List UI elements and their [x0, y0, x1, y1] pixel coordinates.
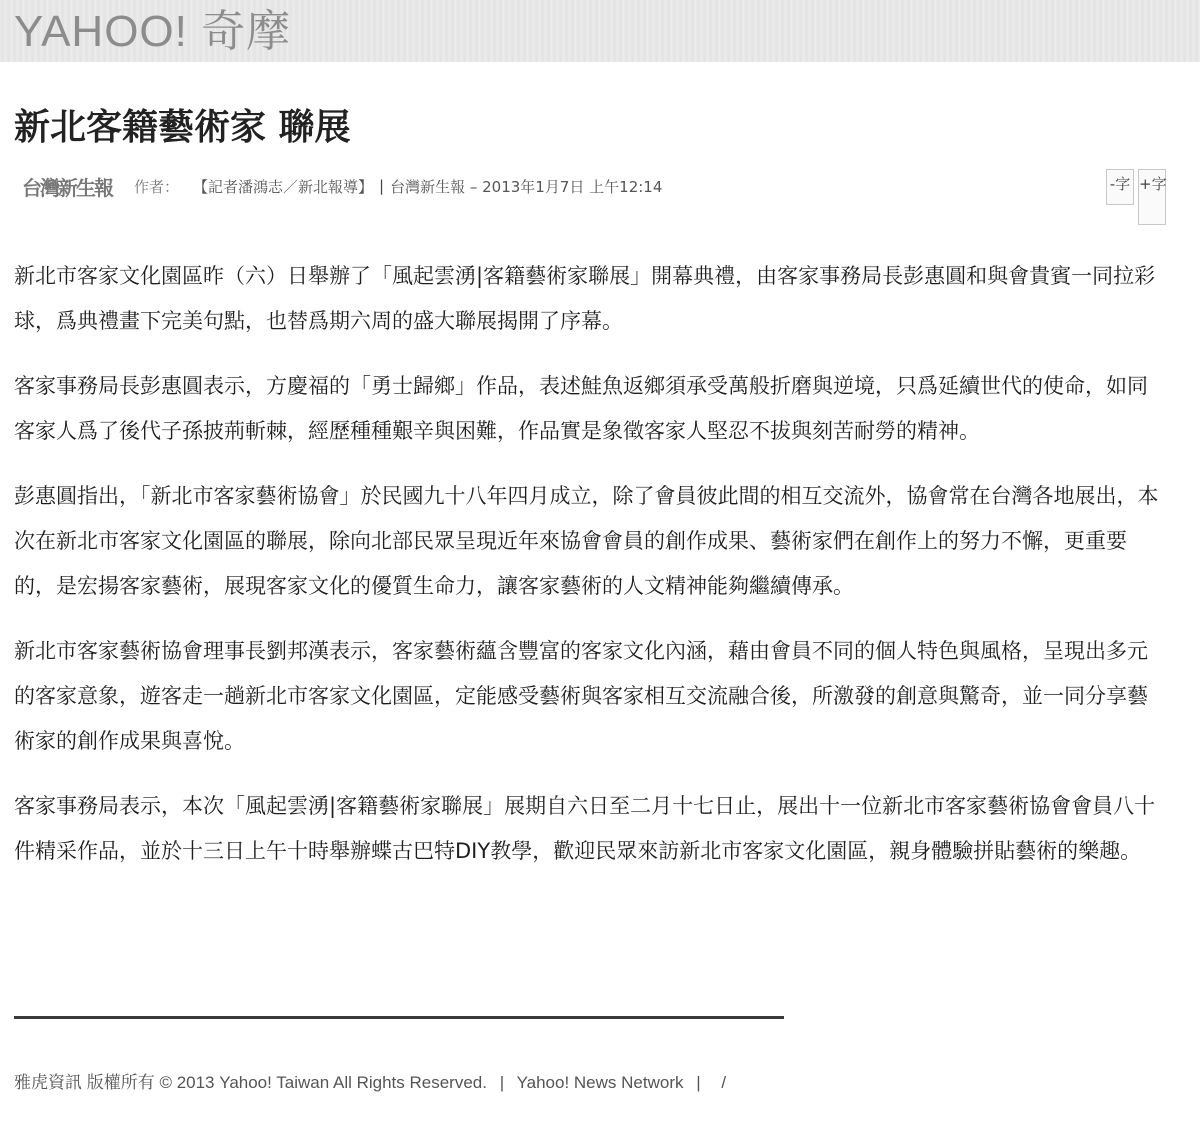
author-label: 作者：: [134, 177, 180, 196]
copyright-text: 雅虎資訊 版權所有 © 2013 Yahoo! Taiwan All Rights Reserved.: [14, 1073, 487, 1092]
footer: [14, 1068, 734, 1093]
byline: [22, 170, 662, 202]
publisher-date: 台灣新生報 – 2013年1月7日 上午12:14: [390, 177, 663, 196]
footer-separator: |: [499, 1073, 505, 1092]
increase-font-button[interactable]: +字: [1138, 169, 1166, 225]
source-logo: 台灣新生報: [22, 175, 112, 200]
yahoo-kimo-logo[interactable]: YAHOO! 奇摩: [14, 7, 292, 56]
footer-trailing-slash: /: [721, 1073, 727, 1092]
article-paragraph: 彭惠圓指出，「新北市客家藝術協會」於民國九十八年四月成立，除了會員彼此間的相互交流外，協會常在台灣各地展出，本次在新北市客家文化園區的聯展，除向北部民眾呈現近年來協會會員的創作成果、藝術家們在創作上的努力不懈，更重要的，是宏揚客家藝術，展現客家文化的優質生命力，讓客家藝術的人文精神能夠繼續傳承。: [14, 484, 1159, 598]
decrease-font-button[interactable]: -字: [1106, 169, 1134, 205]
article-paragraph: 新北市客家藝術協會理事長劉邦漢表示，客家藝術蘊含豐富的客家文化內涵，藉由會員不同的個人特色與風格，呈現出多元的客家意象，遊客走一趟新北市客家文化園區，定能感受藝術與客家相互交流融合後，所激發的創意與驚奇，並一同分享藝術家的創作成果與喜悅。: [14, 639, 1148, 753]
footer-separator: |: [696, 1073, 701, 1092]
font-size-controls: [1106, 169, 1170, 225]
article-paragraph: 客家事務局長彭惠圓表示，方慶福的「勇士歸鄉」作品，表述鮭魚返鄉須承受萬般折磨與逆境，只爲延續世代的使命，如同客家人爲了後代子孫披荊斬棘，經歷種種艱辛與困難，作品實是象徵客家人堅忍不拔與刻苦耐勞的精神。: [14, 374, 1148, 443]
yahoo-news-network-link[interactable]: Yahoo! News Network: [516, 1073, 684, 1092]
byline-separator: |: [379, 177, 385, 195]
footer-divider: [14, 1016, 784, 1019]
article-title: 新北客籍藝術家 聯展: [14, 107, 351, 148]
article-body: [14, 254, 1164, 894]
article-paragraph: 新北市客家文化園區昨（六）日舉辦了「風起雲湧|客籍藝術家聯展」開幕典禮，由客家事務局長彭惠圓和與會貴賓一同拉彩球，爲典禮畫下完美句點，也替爲期六周的盛大聯展揭開了序幕。: [14, 264, 1156, 333]
article-paragraph: 客家事務局表示，本次「風起雲湧|客籍藝術家聯展」展期自六日至二月十七日止，展出十一位新北市客家藝術協會會員八十件精采作品，並於十三日上午十時舉辦蝶古巴特DIY教學，歡迎民眾來訪新北市客家文化園區，親身體驗拼貼藝術的樂趣。: [14, 794, 1156, 863]
author-name: 【記者潘鴻志／新北報導】: [193, 177, 374, 196]
site-header: [0, 0, 1200, 62]
